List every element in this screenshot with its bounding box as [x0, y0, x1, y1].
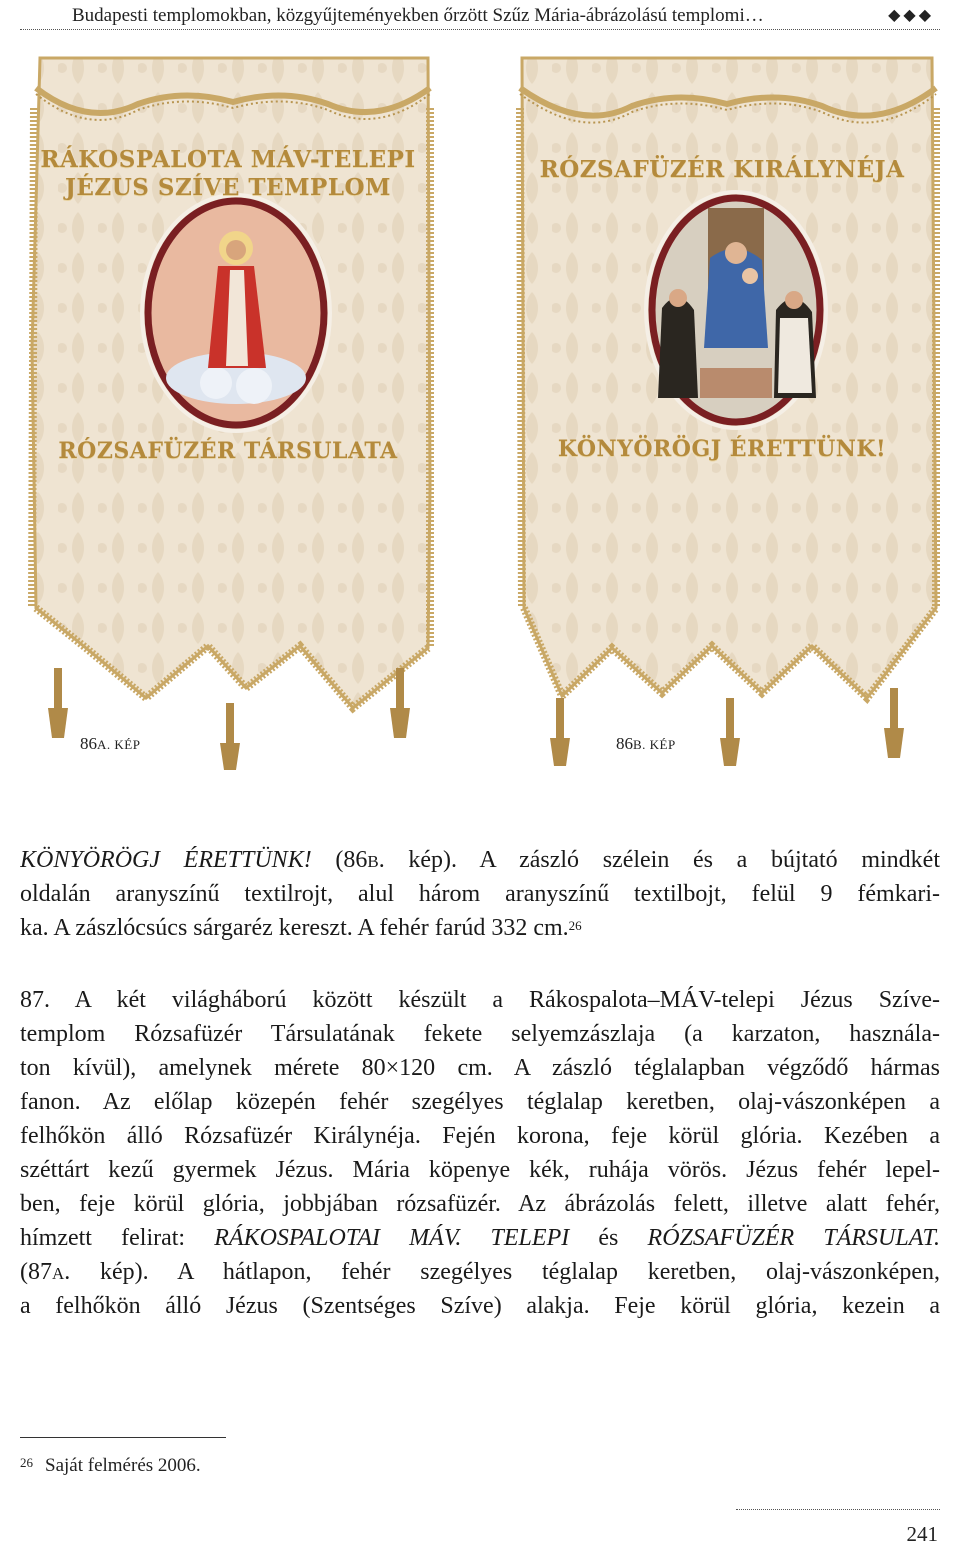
paragraph-1-line-2: oldalán aranyszínű textilrojt, alul három aranyszínű textilbojt, felül 9 fémkari-	[20, 881, 940, 907]
paragraph-1-line-1: KÖNYÖRÖGJ ÉRETTÜNK! (86B. kép). A zászló szélein és a bújtató mindkét	[20, 847, 940, 873]
paragraph-2-line-1: 87. A két világháború között készült a Rákospalota–MÁV-telepi Jézus Szíve-	[20, 987, 940, 1013]
paragraph-2-line-3: ton kívül), amelynek mérete 80×120 cm. A zászló téglalapban végződő hármas	[20, 1055, 940, 1081]
figure-86	[18, 48, 942, 778]
paragraph-2-line-2: templom Rózsafüzér Társulatának fekete selyemzászlaja (a karzaton, használa-	[20, 1021, 940, 1047]
caption-86a-word: KÉP	[114, 737, 141, 752]
banner-86a-bottom-inscription: RÓZSAFÜZÉR TÁRSULATA	[58, 438, 398, 464]
banner-86a	[18, 48, 438, 778]
paragraph-1-line-3: ka. A zászlócsúcs sárgaréz kereszt. A fehér farúd 332 cm.$^{26}$	[20, 915, 582, 941]
paragraph-2-line-5: felhőkön álló Rózsafüzér Királynéja. Fején korona, feje körül glória. Kezében a	[20, 1123, 940, 1149]
paragraph-2-line-9: (87A. kép). A hátlapon, fehér szegélyes téglalap keretben, olaj-vászonképen,	[20, 1259, 940, 1285]
paragraph-2-line-7: ben, feje körül glória, jobbjában rózsafüzér. Az ábrázolás felett, illetve alatt fehér,	[20, 1191, 940, 1217]
paragraph-1	[20, 843, 940, 945]
banner-inscription-italic: KÖNYÖRÖGJ ÉRETTÜNK!	[20, 847, 312, 873]
footnote-rule	[20, 1437, 226, 1438]
caption-86b: 86B. KÉP	[616, 734, 676, 753]
running-title: Budapesti templomokban, közgyűjteményekben őrzött Szűz Mária-ábrázolású templomi…	[72, 5, 764, 26]
paragraph-2-line-6: széttárt kezű gyermek Jézus. Mária köpenye kék, ruhája vörös. Jézus fehér lepel-	[20, 1157, 940, 1183]
footnote-ref-26[interactable]: 26	[568, 918, 582, 933]
caption-86b-letter: B	[633, 737, 643, 752]
paragraph-2-line-4: fanon. Az előlap közepén fehér szegélyes téglalap keretben, olaj-vászonképen a	[20, 1089, 940, 1115]
footnote-text: Saját felmérés 2006.	[45, 1455, 201, 1476]
running-head	[20, 4, 940, 28]
caption-86b-word: KÉP	[649, 737, 676, 752]
header-ornament: ◆◆◆	[888, 7, 934, 24]
footnote-26	[20, 1455, 201, 1477]
paragraph-2-line-8: hímzett felirat: RÁKOSPALOTAI MÁV. TELEPI és RÓZSAFÜZÉR TÁRSULAT.	[20, 1225, 940, 1251]
banner-86b	[512, 48, 932, 778]
banner-86b-top-inscription: RÓZSAFÜZÉR KIRÁLYNÉJA	[539, 156, 905, 183]
page-number: 241	[906, 1522, 938, 1546]
page-number-rule	[736, 1509, 940, 1510]
caption-86a-num: 86	[80, 734, 97, 753]
footnote-number: 26	[20, 1455, 33, 1470]
banner-86a-top-inscription	[18, 146, 438, 202]
paragraph-2	[20, 983, 940, 1323]
paragraph-2-line-10: a felhőkön álló Jézus (Szentséges Szíve) alakja. Feje körül glória, kezein a	[20, 1293, 940, 1319]
caption-86b-num: 86	[616, 734, 633, 753]
caption-86a-letter: A	[97, 737, 107, 752]
caption-86a: 86A. KÉP	[80, 734, 141, 753]
header-rule	[20, 29, 940, 30]
banner-86b-bottom-inscription: KÖNYÖRÖGJ ÉRETTÜNK!	[557, 436, 887, 462]
banner-86a-top-line2: JÉZUS SZÍVE TEMPLOM	[65, 174, 391, 201]
banner-86a-top-line1: RÁKOSPALOTA MÁV-TELEPI	[40, 146, 416, 173]
